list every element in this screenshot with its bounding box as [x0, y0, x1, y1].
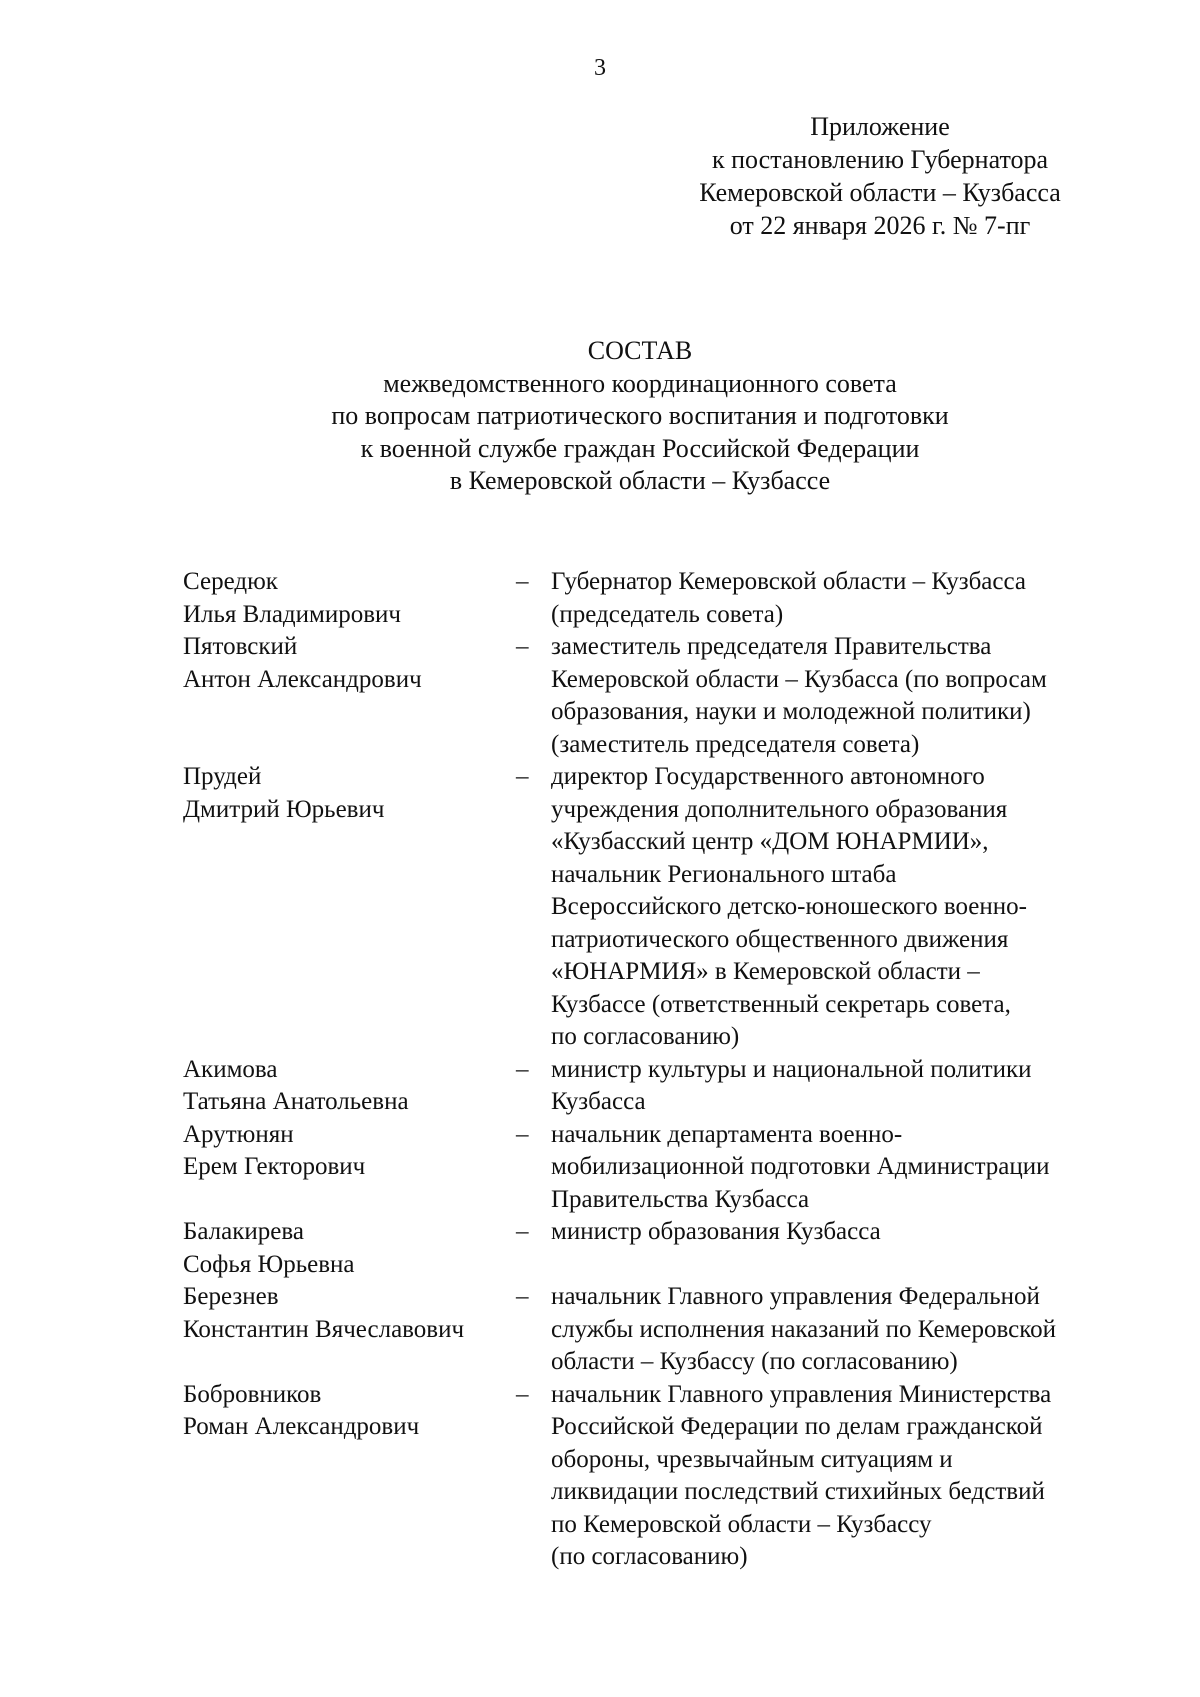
member-row [183, 1119, 1143, 1217]
member-surname: Балакирева [183, 1218, 304, 1245]
member-name [183, 761, 516, 1054]
member-position [551, 1216, 1141, 1281]
document-title [0, 335, 1200, 498]
member-dash: – [516, 568, 529, 595]
member-given-names: Татьяна Анатольевна [183, 1088, 409, 1115]
member-dash: – [516, 1055, 529, 1083]
title-line: в Кемеровской области – Кузбассе [449, 466, 831, 495]
member-row [183, 566, 1143, 631]
member-position-line: патриотического общественного движения [551, 925, 1009, 953]
appendix-line: Кемеровской области – Кузбасса [699, 178, 1061, 207]
member-name [183, 1379, 516, 1574]
member-position-line: (заместитель председателя совета) [551, 730, 920, 758]
member-position [551, 1119, 1141, 1217]
member-given-names: Софья Юрьевна [183, 1250, 355, 1278]
appendix-line: Приложение [810, 112, 950, 141]
member-given-names: Ерем Гекторович [183, 1153, 366, 1180]
member-given-names: Константин Вячеславович [183, 1315, 465, 1343]
member-position-line: начальник Регионального штаба [551, 860, 897, 888]
member-position-line: обороны, чрезвычайным ситуациям и [551, 1445, 953, 1473]
member-name [183, 1216, 516, 1281]
member-position-line: начальник Главного управления Министерства [551, 1380, 1052, 1408]
title-line: по вопросам патриотического воспитания и подготовки [331, 401, 949, 430]
member-position-line: мобилизационной подготовки Администрации [551, 1153, 1050, 1180]
title-heading: СОСТАВ [587, 336, 693, 365]
member-row [183, 1054, 1143, 1119]
member-position-line: министр образования Кузбасса [551, 1218, 881, 1245]
member-surname: Березнев [183, 1283, 279, 1310]
member-position-line: Кузбасса [551, 1088, 646, 1115]
member-position-line: образования, науки и молодежной политики) [551, 698, 1031, 725]
member-name [183, 1281, 516, 1379]
member-dash: – [516, 1283, 529, 1310]
member-given-names: Илья Владимирович [183, 600, 401, 628]
member-surname: Середюк [183, 568, 278, 595]
member-position [551, 1281, 1141, 1379]
member-row [183, 1281, 1143, 1379]
member-position-line: Всероссийского детско-юношеского военно- [551, 893, 1027, 920]
appendix-line: от 22 января 2026 г. № 7-пг [729, 211, 1031, 240]
member-position-line: (по согласованию) [551, 1543, 748, 1570]
member-position-line: ликвидации последствий стихийных бедствий [551, 1478, 1045, 1505]
member-position [551, 631, 1141, 761]
member-surname: Акимова [183, 1055, 278, 1083]
member-position [551, 1379, 1141, 1574]
member-position-line: Кемеровской области – Кузбасса (по вопросам [551, 665, 1047, 693]
member-position-line: «Кузбасский центр «ДОМ ЮНАРМИИ», [551, 828, 989, 855]
member-position-line: по Кемеровской области – Кузбассу [551, 1510, 932, 1538]
member-position-line: по согласованию) [551, 1023, 740, 1050]
member-row [183, 1379, 1143, 1574]
member-position [551, 761, 1141, 1054]
member-surname: Арутюнян [183, 1120, 294, 1148]
member-surname: Пятовский [183, 633, 298, 660]
member-position-line: начальник департамента военно- [551, 1120, 903, 1148]
member-given-names: Антон Александрович [183, 665, 422, 693]
member-dash: – [516, 763, 529, 790]
member-dash: – [516, 633, 529, 660]
member-given-names: Дмитрий Юрьевич [183, 795, 385, 823]
member-position-line: начальник Главного управления Федеральной [551, 1283, 1040, 1310]
member-dash: – [516, 1218, 529, 1245]
member-position-line: «ЮНАРМИЯ» в Кемеровской области – [551, 958, 980, 985]
title-line: к военной службе граждан Российской Федерации [360, 433, 920, 463]
member-position-line: Губернатор Кемеровской области – Кузбасса [551, 568, 1026, 595]
member-name [183, 631, 516, 761]
member-name [183, 1054, 516, 1119]
member-given-names: Роман Александрович [183, 1413, 420, 1440]
member-position-line: заместитель председателя Правительства [551, 633, 992, 660]
member-position-line: учреждения дополнительного образования [551, 795, 1008, 823]
member-position-line: Кузбассе (ответственный секретарь совета, [551, 990, 1011, 1018]
member-dash: – [516, 1380, 529, 1408]
member-row [183, 631, 1143, 761]
member-position-line: директор Государственного автономного [551, 763, 985, 790]
member-name [183, 1119, 516, 1217]
members-list [183, 566, 1143, 1574]
appendix-line: к постановлению Губернатора [711, 145, 1049, 174]
page-number: 3 [594, 55, 606, 81]
member-position-line: службы исполнения наказаний по Кемеровской [551, 1315, 1057, 1343]
member-position-line: Правительства Кузбасса [551, 1185, 810, 1213]
member-position-line: министр культуры и национальной политики [551, 1055, 1032, 1083]
member-position [551, 566, 1141, 631]
member-position [551, 1054, 1141, 1119]
member-name [183, 566, 516, 631]
member-dash: – [516, 1120, 529, 1148]
member-surname: Бобровников [183, 1380, 322, 1408]
member-position-line: (председатель совета) [551, 600, 784, 628]
member-position-line: области – Кузбассу (по согласованию) [551, 1348, 958, 1375]
member-surname: Прудей [183, 763, 262, 790]
member-position-line: Российской Федерации по делам гражданской [551, 1413, 1043, 1440]
appendix-header [640, 110, 1120, 242]
member-row [183, 761, 1143, 1054]
member-row [183, 1216, 1143, 1281]
title-line: межведомственного координационного совета [383, 368, 897, 398]
